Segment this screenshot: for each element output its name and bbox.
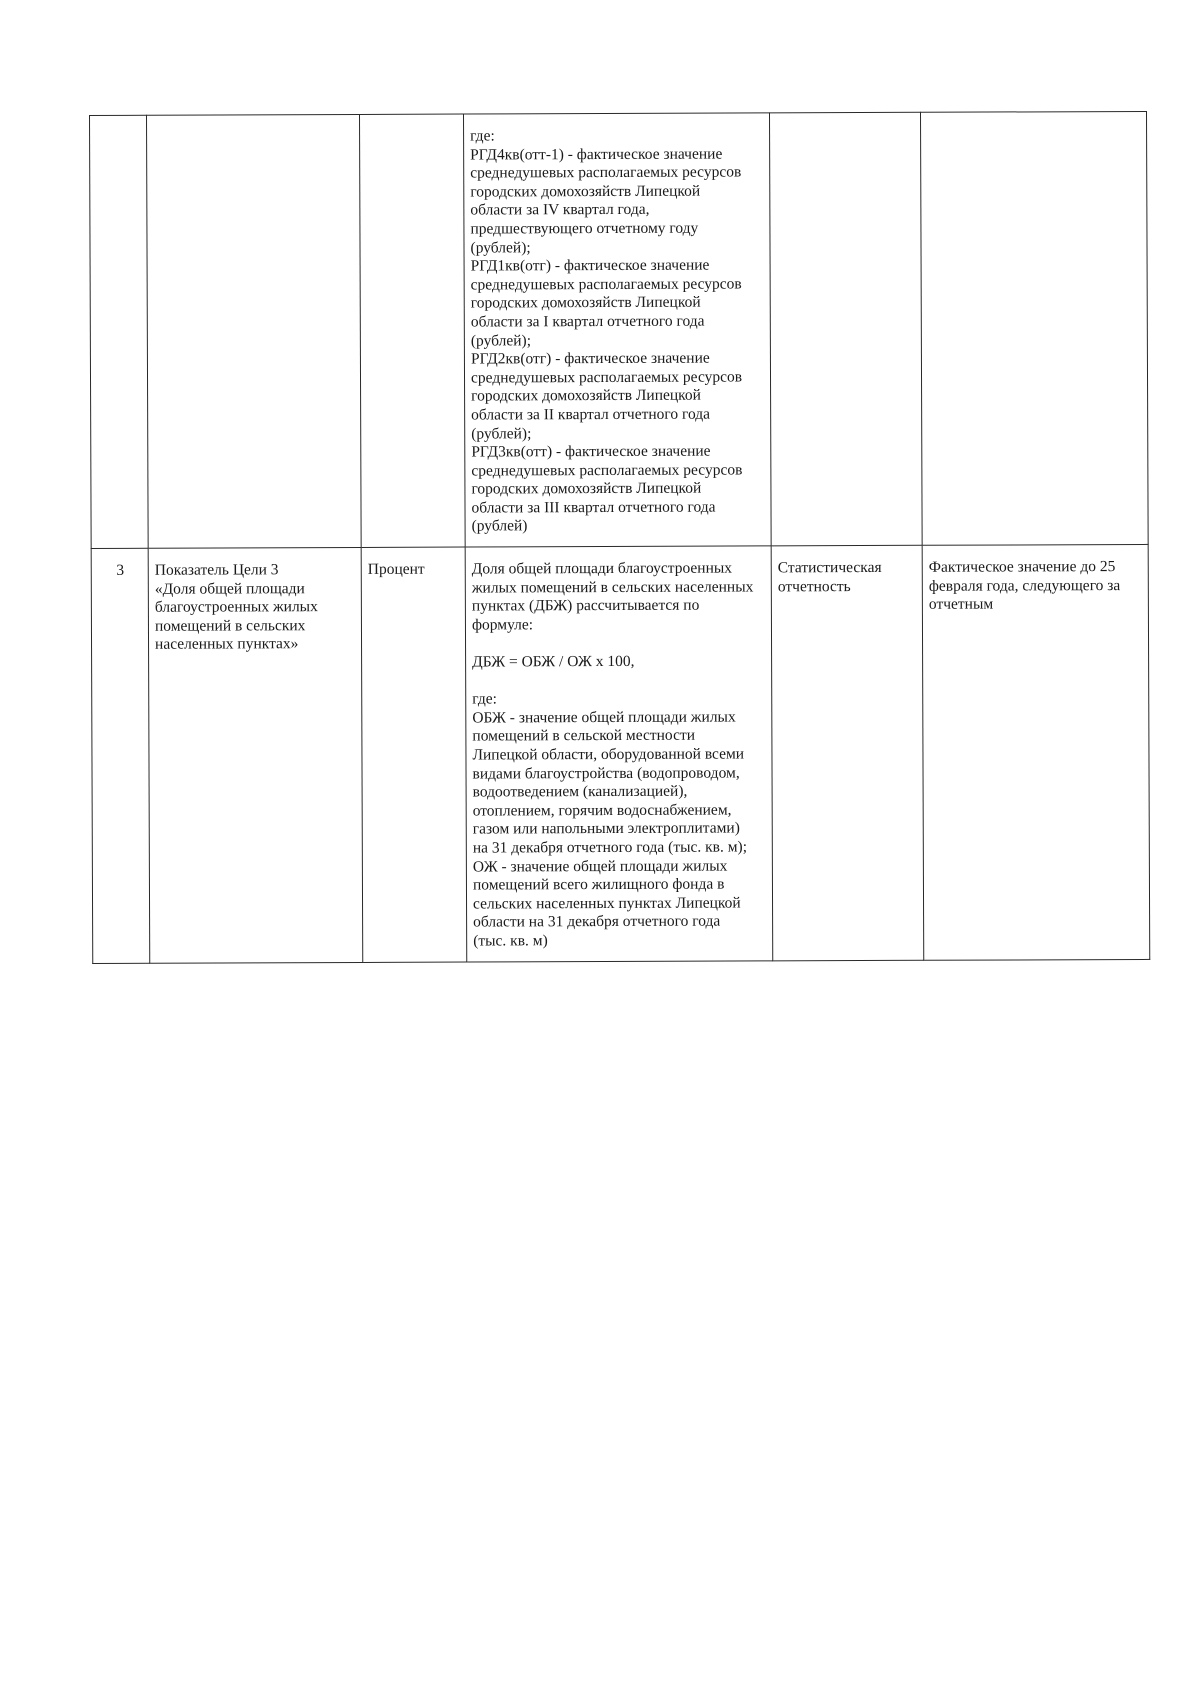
table-row [90, 111, 1149, 548]
row-number-cell: 3 [91, 548, 150, 963]
deadline-cell [920, 111, 1148, 545]
deadline-cell: Фактическое значение до 25 февраля года, следующего за отчетным [922, 544, 1150, 959]
unit-cell [359, 114, 465, 547]
data-source-cell: Статистическая отчетность [771, 545, 924, 960]
indicators-table [89, 111, 1150, 964]
indicator-name-cell [147, 114, 362, 548]
data-source-cell [769, 112, 922, 546]
table-row [91, 544, 1150, 963]
indicator-name-cell: Показатель Цели 3 «Доля общей площади благоустроенных жилых помещений в сельских населенных пунктах» [148, 548, 363, 963]
row-number-cell [90, 115, 149, 548]
calculation-method-cell: где: РГД4кв(отт-1) - фактическое значение среднедушевых располагаемых ресурсов городских домохозяйств Липецкой области за IV квартал года, предшествующего отчетному году (рублей); РГД1кв(отг) - фактическое значение среднедушевых располагаемых ресурсов городских домохозяйств Липецкой области за I квартал отчетного года (рублей); РГД2кв(отг) - фактическое значение среднедушевых располагаемых ресурсов городских домохозяйств Липецкой области за II квартал отчетного года (рублей); РГД3кв(отт) - фактическое значение среднедушевых располагаемых ресурсов городских домохозяйств Липецкой области за III квартал отчетного года (рублей) [463, 113, 771, 547]
calculation-method-cell: Доля общей площади благоустроенных жилых помещений в сельских населенных пунктах (ДБЖ) рассчитывается по формуле: ДБЖ = ОБЖ / ОЖ х 100, где: ОБЖ - значение общей площади жилых помещений в сельской местности Липецкой области, оборудованной всеми видами благоустройства (водопроводом, водоотведением (канализацией), отоплением, горячим водоснабжением, газом или напольными электроплитами) на 31 декабря отчетного года (тыс. кв. м); ОЖ - значение общей площади жилых помещений всего жилищного фонда в сельских населенных пунктах Липецкой области на 31 декабря отчетного года (тыс. кв. м) [465, 546, 773, 962]
unit-cell: Процент [361, 547, 467, 962]
